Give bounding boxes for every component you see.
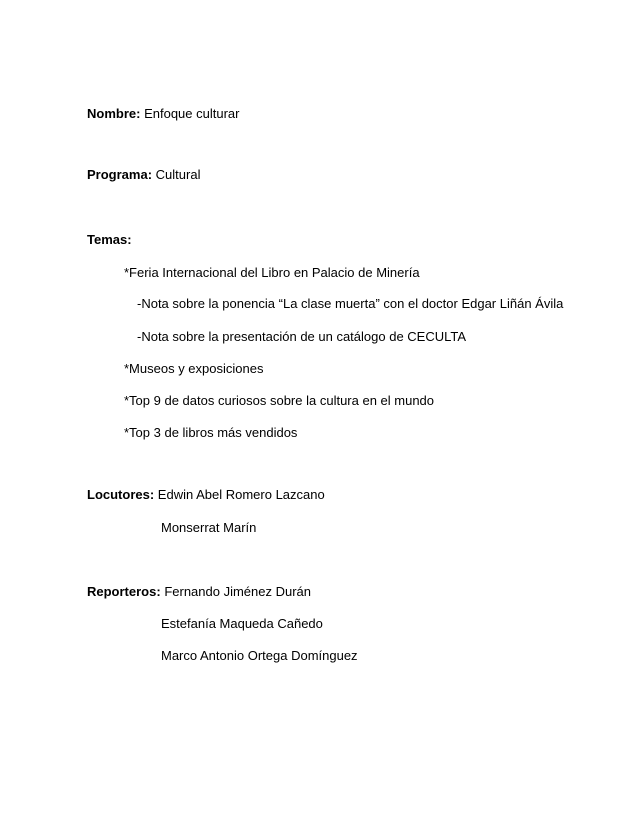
- tema-subitem: -Nota sobre la presentación de un catálogo de CECULTA: [137, 329, 467, 344]
- reporteros-label: Reporteros:: [87, 584, 161, 599]
- nombre-label: Nombre:: [87, 106, 141, 121]
- locutor-name: Edwin Abel Romero Lazcano: [157, 487, 325, 502]
- locutores-label: Locutores:: [87, 487, 155, 502]
- tema-item: *Top 9 de datos curiosos sobre la cultura en el mundo: [124, 393, 435, 408]
- nombre-line: [87, 106, 239, 122]
- programa-value: Cultural: [155, 167, 201, 182]
- reportero-name: Marco Antonio Ortega Domínguez: [161, 648, 358, 663]
- tema-subitem: -Nota sobre la ponencia “La clase muerta” con el doctor Edgar Liñán Ávila: [137, 296, 564, 311]
- reporteros-line: [87, 584, 311, 600]
- reportero-name: Fernando Jiménez Durán: [164, 584, 312, 599]
- tema-item: *Top 3 de libros más vendidos: [124, 425, 298, 440]
- locutor-name: Monserrat Marín: [161, 520, 257, 535]
- nombre-value: Enfoque culturar: [144, 106, 240, 121]
- programa-label: Programa:: [87, 167, 153, 182]
- tema-item: *Feria Internacional del Libro en Palacio de Minería: [124, 265, 420, 280]
- temas-label: Temas:: [87, 232, 132, 247]
- locutores-line: [87, 487, 325, 503]
- programa-line: [87, 167, 200, 183]
- tema-item: *Museos y exposiciones: [124, 361, 264, 376]
- reportero-name: Estefanía Maqueda Cañedo: [161, 616, 323, 631]
